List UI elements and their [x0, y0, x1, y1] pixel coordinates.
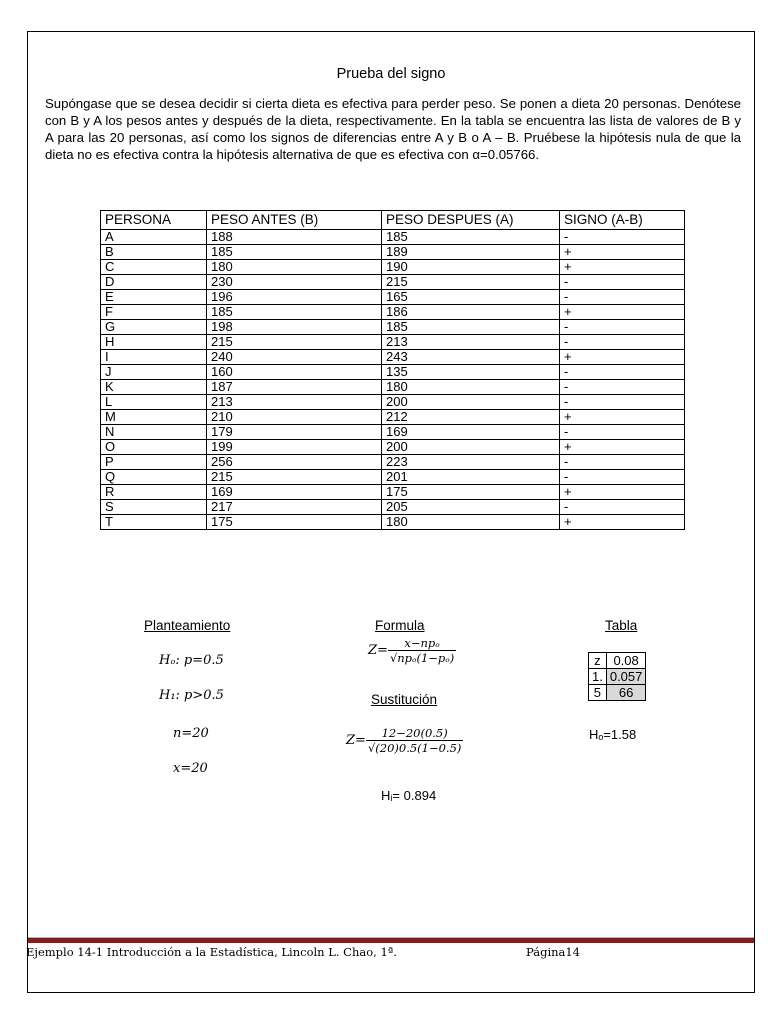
formula-fraction — [388, 636, 456, 665]
cell-persona: A — [101, 230, 207, 245]
cell-persona: P — [101, 455, 207, 470]
cell-peso-antes: 187 — [207, 380, 382, 395]
table-header-row — [101, 211, 685, 230]
page-title: Prueba del signo — [336, 66, 446, 82]
cell-persona: R — [101, 485, 207, 500]
cell-persona: F — [101, 305, 207, 320]
table-row — [101, 245, 685, 260]
cell-peso-despues: 200 — [382, 440, 560, 455]
table-row — [101, 485, 685, 500]
cell-peso-antes: 169 — [207, 485, 382, 500]
cell-signo: - — [560, 230, 685, 245]
table-row — [101, 380, 685, 395]
cell-persona: N — [101, 425, 207, 440]
cell-peso-despues: 223 — [382, 455, 560, 470]
cell-persona: L — [101, 395, 207, 410]
cell-peso-despues: 165 — [382, 290, 560, 305]
cell-peso-antes: 175 — [207, 515, 382, 530]
cell-signo: + — [560, 305, 685, 320]
formula-denominator: √npₒ(1−pₒ) — [389, 651, 455, 665]
cell-persona: T — [101, 515, 207, 530]
cell-peso-despues: 189 — [382, 245, 560, 260]
cell-peso-antes: 199 — [207, 440, 382, 455]
header-persona: PERSONA — [101, 211, 207, 230]
cell-persona: G — [101, 320, 207, 335]
table-row — [101, 500, 685, 515]
formula-numerator: x−npₒ — [388, 636, 456, 651]
footer-divider — [28, 937, 754, 943]
cell-signo: - — [560, 320, 685, 335]
z-table-cell: z — [589, 653, 607, 669]
cell-peso-despues: 135 — [382, 365, 560, 380]
cell-persona: I — [101, 350, 207, 365]
cell-signo: + — [560, 260, 685, 275]
critical-value: Hₒ=1.58 — [589, 727, 637, 742]
sustitucion-heading: Sustitución — [371, 692, 438, 707]
successes: x=20 — [173, 761, 208, 776]
alternative-hypothesis: H₁: p>0.5 — [159, 688, 224, 703]
header-signo: SIGNO (A-B) — [560, 211, 685, 230]
cell-persona: D — [101, 275, 207, 290]
cell-persona: O — [101, 440, 207, 455]
cell-peso-antes: 240 — [207, 350, 382, 365]
cell-peso-despues: 201 — [382, 470, 560, 485]
cell-peso-despues: 186 — [382, 305, 560, 320]
cell-peso-antes: 217 — [207, 500, 382, 515]
cell-peso-antes: 213 — [207, 395, 382, 410]
sustitucion-numerator: 12−20(0.5) — [366, 726, 463, 741]
tabla-heading: Tabla — [605, 618, 638, 633]
cell-peso-antes: 256 — [207, 455, 382, 470]
sustitucion-lhs: Z= — [346, 733, 366, 748]
cell-signo: + — [560, 350, 685, 365]
cell-persona: C — [101, 260, 207, 275]
z-table-row — [589, 685, 646, 701]
cell-persona: J — [101, 365, 207, 380]
table-row — [101, 410, 685, 425]
cell-peso-antes: 210 — [207, 410, 382, 425]
cell-signo: - — [560, 470, 685, 485]
cell-peso-despues: 215 — [382, 275, 560, 290]
cell-signo: + — [560, 245, 685, 260]
cell-signo: - — [560, 455, 685, 470]
footer-citation: Ejemplo 14-1 Introducción a la Estadística, Lincoln L. Chao, 1ª. — [26, 945, 397, 959]
cell-signo: - — [560, 380, 685, 395]
z-table-cell: 66 — [606, 685, 646, 701]
cell-peso-antes: 215 — [207, 335, 382, 350]
cell-signo: - — [560, 425, 685, 440]
table-row — [101, 395, 685, 410]
cell-peso-antes: 185 — [207, 305, 382, 320]
cell-peso-despues: 213 — [382, 335, 560, 350]
cell-signo: - — [560, 290, 685, 305]
cell-peso-despues: 175 — [382, 485, 560, 500]
cell-persona: B — [101, 245, 207, 260]
z-table-row — [589, 669, 646, 685]
table-row — [101, 290, 685, 305]
z-table-cell: 5 — [589, 685, 607, 701]
table-body — [101, 230, 685, 530]
cell-peso-antes: 180 — [207, 260, 382, 275]
table-row — [101, 260, 685, 275]
problem-statement: Supóngase que se desea decidir si cierta dieta es efectiva para perder peso. Se ponen a dieta 20 personas. Denótese con B y A los pesos antes y después de la dieta, respectivamente. En la tabla se encuentra las lista de valores de B y A para las 20 personas, así como los signos de diferencias entre A y B o A – B. Pruébese la hipótesis nula de que la dieta no es efectiva contra la hipótesis alternativa de que es efectiva con α=0.05766. — [45, 96, 741, 162]
cell-peso-despues: 185 — [382, 230, 560, 245]
header-peso-antes: PESO ANTES (B) — [207, 211, 382, 230]
cell-peso-despues: 212 — [382, 410, 560, 425]
cell-persona: M — [101, 410, 207, 425]
table-row — [101, 335, 685, 350]
cell-signo: - — [560, 365, 685, 380]
header-peso-despues: PESO DESPUES (A) — [382, 211, 560, 230]
cell-signo: + — [560, 440, 685, 455]
z-table-cell: 1. — [589, 669, 607, 685]
cell-peso-antes: 230 — [207, 275, 382, 290]
sustitucion-expression — [346, 726, 463, 755]
test-statistic-result: Hᵢ= 0.894 — [381, 788, 437, 803]
cell-peso-despues: 180 — [382, 380, 560, 395]
z-table-row — [589, 653, 646, 669]
formula-heading: Formula — [375, 618, 425, 633]
sample-size: n=20 — [173, 726, 209, 741]
cell-peso-antes: 215 — [207, 470, 382, 485]
table-row — [101, 365, 685, 380]
table-row — [101, 320, 685, 335]
table-row — [101, 440, 685, 455]
cell-peso-despues: 205 — [382, 500, 560, 515]
cell-signo: - — [560, 275, 685, 290]
cell-persona: Q — [101, 470, 207, 485]
formula-expression — [368, 636, 456, 665]
cell-peso-antes: 185 — [207, 245, 382, 260]
cell-persona: S — [101, 500, 207, 515]
cell-persona: E — [101, 290, 207, 305]
planteamiento-heading: Planteamiento — [144, 618, 231, 633]
cell-peso-despues: 190 — [382, 260, 560, 275]
cell-peso-despues: 200 — [382, 395, 560, 410]
cell-peso-antes: 179 — [207, 425, 382, 440]
null-hypothesis: Hₒ: p=0.5 — [159, 653, 224, 668]
table-row — [101, 455, 685, 470]
table-row — [101, 515, 685, 530]
cell-persona: H — [101, 335, 207, 350]
cell-persona: K — [101, 380, 207, 395]
formula-lhs: Z= — [368, 643, 388, 658]
cell-signo: - — [560, 335, 685, 350]
cell-signo: + — [560, 410, 685, 425]
cell-signo: + — [560, 485, 685, 500]
z-table-cell: 0.057 — [606, 669, 646, 685]
cell-peso-antes: 160 — [207, 365, 382, 380]
cell-peso-despues: 169 — [382, 425, 560, 440]
cell-peso-despues: 243 — [382, 350, 560, 365]
table-row — [101, 425, 685, 440]
cell-signo: + — [560, 515, 685, 530]
cell-peso-despues: 180 — [382, 515, 560, 530]
cell-signo: - — [560, 395, 685, 410]
sustitucion-denominator: √(20)0.5(1−0.5) — [367, 741, 462, 755]
cell-signo: - — [560, 500, 685, 515]
cell-peso-antes: 188 — [207, 230, 382, 245]
cell-peso-antes: 196 — [207, 290, 382, 305]
weights-table — [100, 210, 685, 530]
z-lookup-table — [588, 652, 646, 701]
document-page — [27, 31, 755, 993]
table-row — [101, 275, 685, 290]
table-row — [101, 350, 685, 365]
sustitucion-fraction — [366, 726, 463, 755]
footer-page-number: Página14 — [526, 945, 581, 959]
cell-peso-antes: 198 — [207, 320, 382, 335]
table-row — [101, 305, 685, 320]
table-row — [101, 230, 685, 245]
table-row — [101, 470, 685, 485]
cell-peso-despues: 185 — [382, 320, 560, 335]
z-table-cell: 0.08 — [606, 653, 646, 669]
